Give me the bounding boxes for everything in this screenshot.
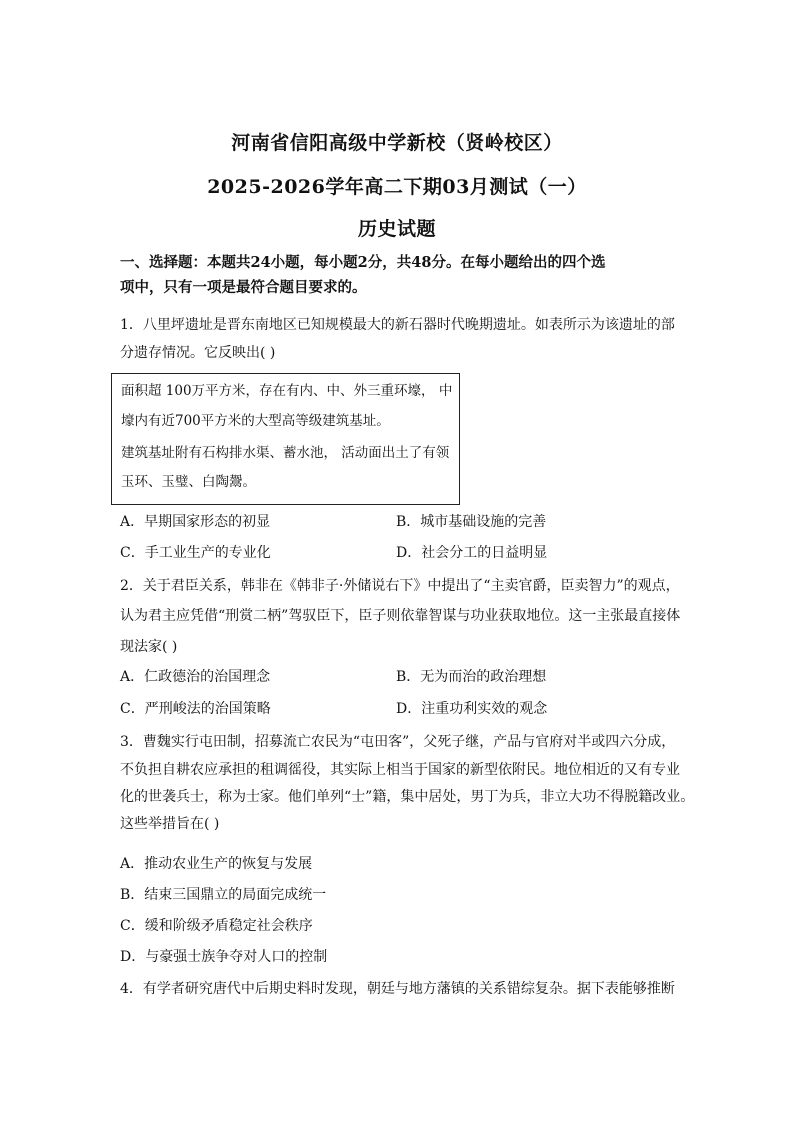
q1-material-line4: 玉环、玉璧、白陶鬶。 [121, 474, 256, 490]
q3-stem-line2: 不负担自耕农应承担的租调徭役，其实际上相当于国家的新型依附民。地位相近的又有专业 [120, 762, 680, 778]
subject-title: 历史试题 [357, 218, 436, 240]
q1-option-a: A．早期国家形态的初显 [120, 514, 271, 530]
q3-stem-line3: 化的世袭兵士，称为士家。他们单列“士”籍，集中居处，男丁为兵，非立大功不得脱籍改业。 [120, 789, 695, 805]
q3-option-b: B．结束三国鼎立的局面完成统一 [120, 887, 327, 903]
q1-option-c: C．手工业生产的专业化 [120, 545, 271, 561]
q2-option-c: C．严刑峻法的治国策略 [120, 701, 271, 717]
q2-option-b: B．无为而治的政治理想 [396, 669, 547, 685]
q3-stem-line4: 这些举措旨在( ) [120, 816, 220, 832]
q3-stem-line1: 3．曹魏实行屯田制，招募流亡农民为“屯田客”，父死子继，产品与官府对半或四六分成， [120, 734, 676, 750]
q2-option-a: A．仁政德治的治国理念 [120, 669, 271, 685]
q4-stem-line1: 4．有学者研究唐代中后期史料时发现，朝廷与地方藩镇的关系错综复杂。据下表能够推断 [120, 981, 675, 997]
q1-option-d: D．社会分工的日益明显 [396, 545, 548, 561]
section-instruction-line1: 一、选择题：本题共24小题，每小题2分，共48分。在每小题给出的四个选 [120, 254, 606, 271]
q2-stem-line1: 2．关于君臣关系，韩非在《韩非子·外储说右下》中提出了“主卖官爵，臣卖智力”的观点， [120, 578, 680, 594]
q3-option-c: C．缓和阶级矛盾稳定社会秩序 [120, 918, 313, 934]
q2-option-d: D．注重功利实效的观念 [396, 701, 548, 717]
q2-stem-line2: 认为君主应凭借“刑赏二柄”驾驭臣下，臣子则依靠智谋与功业获取地位。这一主张最直接体 [120, 608, 681, 624]
q1-material-line1: 面积超 100万平方米，存在有内、中、外三重环壕， 中 [121, 383, 453, 399]
q3-option-a: A．推动农业生产的恢复与发展 [120, 856, 313, 872]
section-instruction-line2: 项中，只有一项是最符合题目要求的。 [120, 279, 367, 296]
q1-stem-line2: 分遗存情况。它反映出( ) [120, 345, 276, 361]
q1-stem-line1: 1．八里坪遗址是晋东南地区已知规模最大的新石器时代晚期遗址。如表所示为该遗址的部 [120, 317, 675, 333]
exam-title: 2025-2026学年高二下期03月测试（一） [207, 176, 587, 198]
q3-option-d: D．与豪强士族争夺对人口的控制 [120, 949, 328, 965]
school-title: 河南省信阳高级中学新校（贤岭校区） [231, 132, 563, 154]
q1-option-b: B．城市基础设施的完善 [396, 514, 547, 530]
q2-stem-line3: 现法家( ) [120, 639, 178, 655]
q1-material-line2: 壕内有近700平方米的大型高等级建筑基址。 [121, 413, 390, 429]
q1-material-line3: 建筑基址附有石构排水渠、蓄水池， 活动面出土了有领 [121, 445, 450, 461]
